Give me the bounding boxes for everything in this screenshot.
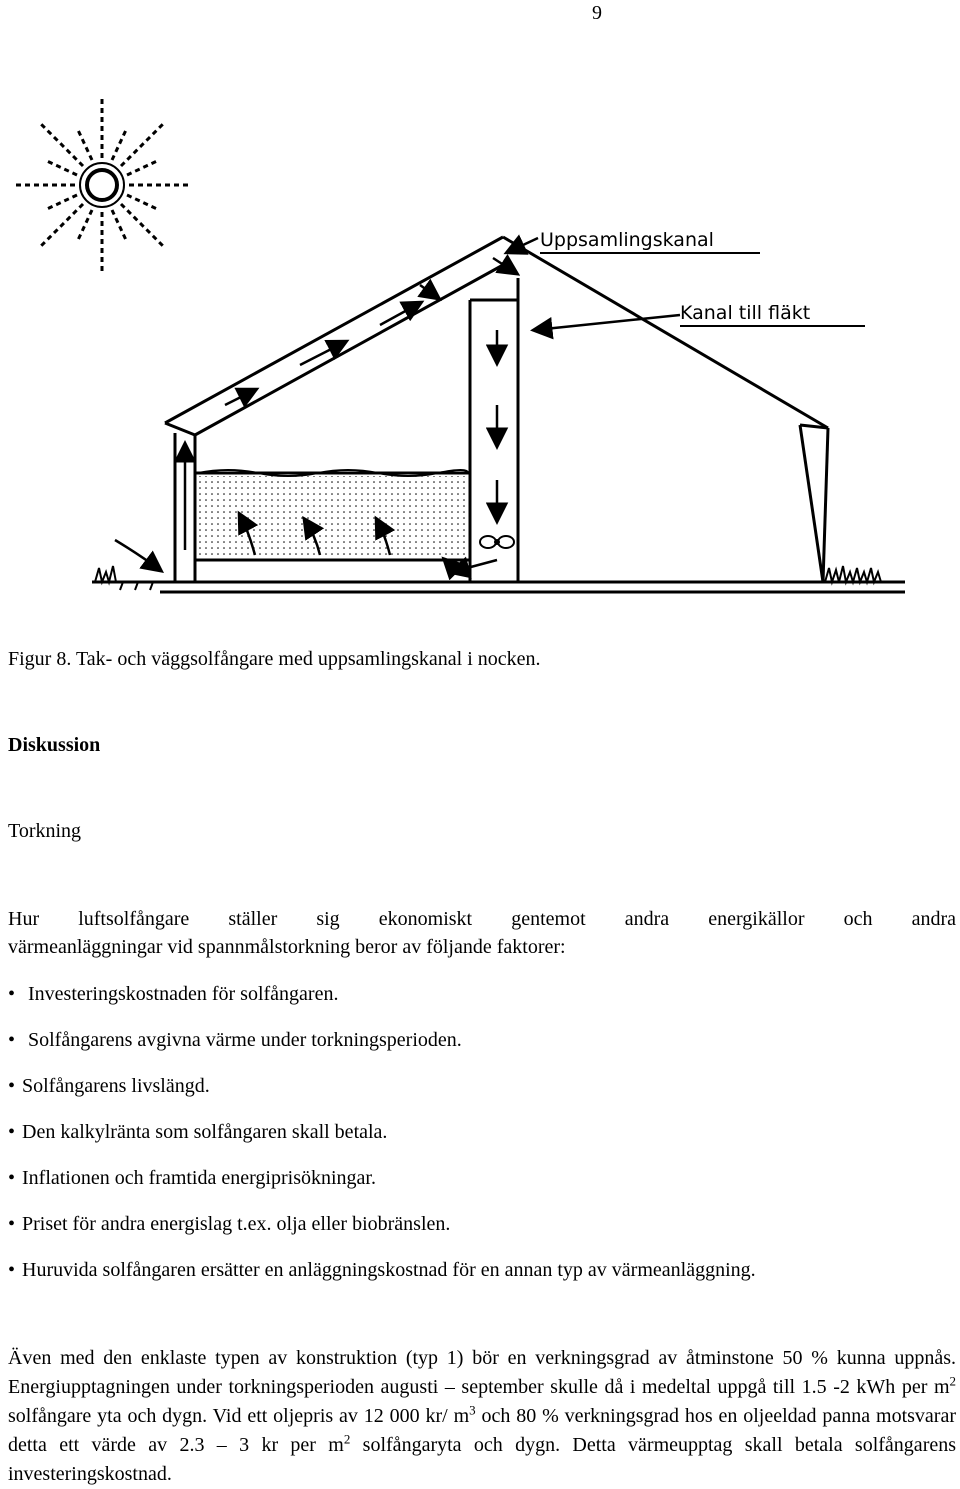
section-heading: Diskussion [8, 734, 101, 756]
page-number: 9 [592, 2, 602, 24]
bullet-icon [8, 1026, 22, 1054]
bullet-icon [8, 980, 22, 1008]
list-item: • Inflationen och framtida energiprisökningar. [8, 1164, 956, 1210]
list-item: • Priset för andra energislag t.ex. olja eller biobränslen. [8, 1210, 956, 1256]
factor-list [8, 980, 956, 1302]
bullet-icon [8, 1210, 22, 1238]
diagram-svg [0, 90, 960, 610]
list-item: • Den kalkylränta som solfångaren skall betala. [8, 1118, 956, 1164]
intro-line-1: Hur luftsolfångare ställer sig ekonomiskt gentemot andra energikällor och andra [8, 908, 956, 930]
sun-icon [15, 98, 189, 272]
bullet-icon [8, 1072, 22, 1100]
intro-line-2: värmeanläggningar vid spannmålstorkning beror av följande faktorer: [8, 936, 566, 958]
list-item: • Huruvida solfångaren ersätter en anläggningskostnad för en annan typ av värmeanläggning. [8, 1256, 956, 1302]
closing-paragraph: Även med den enklaste typen av konstruktion (typ 1) bör en verkningsgrad av åtminstone 50 % kunna uppnås. Energiupptagningen under torkningsperioden augusti – september skulle då i medeltal uppgå till 1.5 -2 kWh per $m^2$ solfångare yta och dygn. Vid ett oljepris av 12 000 kr/ $m^3$ och 80 % verkningsgrad hos en oljeeldad panna motsvarar detta ett värde av 2.3 – 3 kr per $m^2$ solfångaryta och dygn. Detta värmeupptag skall betala solfångarens investeringskostnad. [8, 1347, 957, 1485]
list-item: • Investeringskostnaden för solfångaren. [8, 980, 956, 1026]
figure-caption: Figur 8. Tak- och väggsolfångare med uppsamlingskanal i nocken. [8, 648, 541, 670]
label-fan-channel: Kanal till fläkt [680, 302, 811, 324]
bullet-icon [8, 1256, 22, 1284]
list-item: • Solfångarens avgivna värme under torkningsperioden. [8, 1026, 956, 1072]
subsection-heading: Torkning [8, 820, 82, 842]
ground-line [92, 566, 905, 592]
label-collection-channel: Uppsamlingskanal [540, 229, 714, 251]
fan-icon [480, 536, 514, 548]
intro-paragraph [8, 905, 956, 961]
grain-layer [198, 470, 468, 556]
greenhouse-solar-collector-diagram [0, 90, 960, 610]
bullet-icon [8, 1118, 22, 1146]
bullet-icon [8, 1164, 22, 1192]
list-item: • Solfångarens livslängd. [8, 1072, 956, 1118]
